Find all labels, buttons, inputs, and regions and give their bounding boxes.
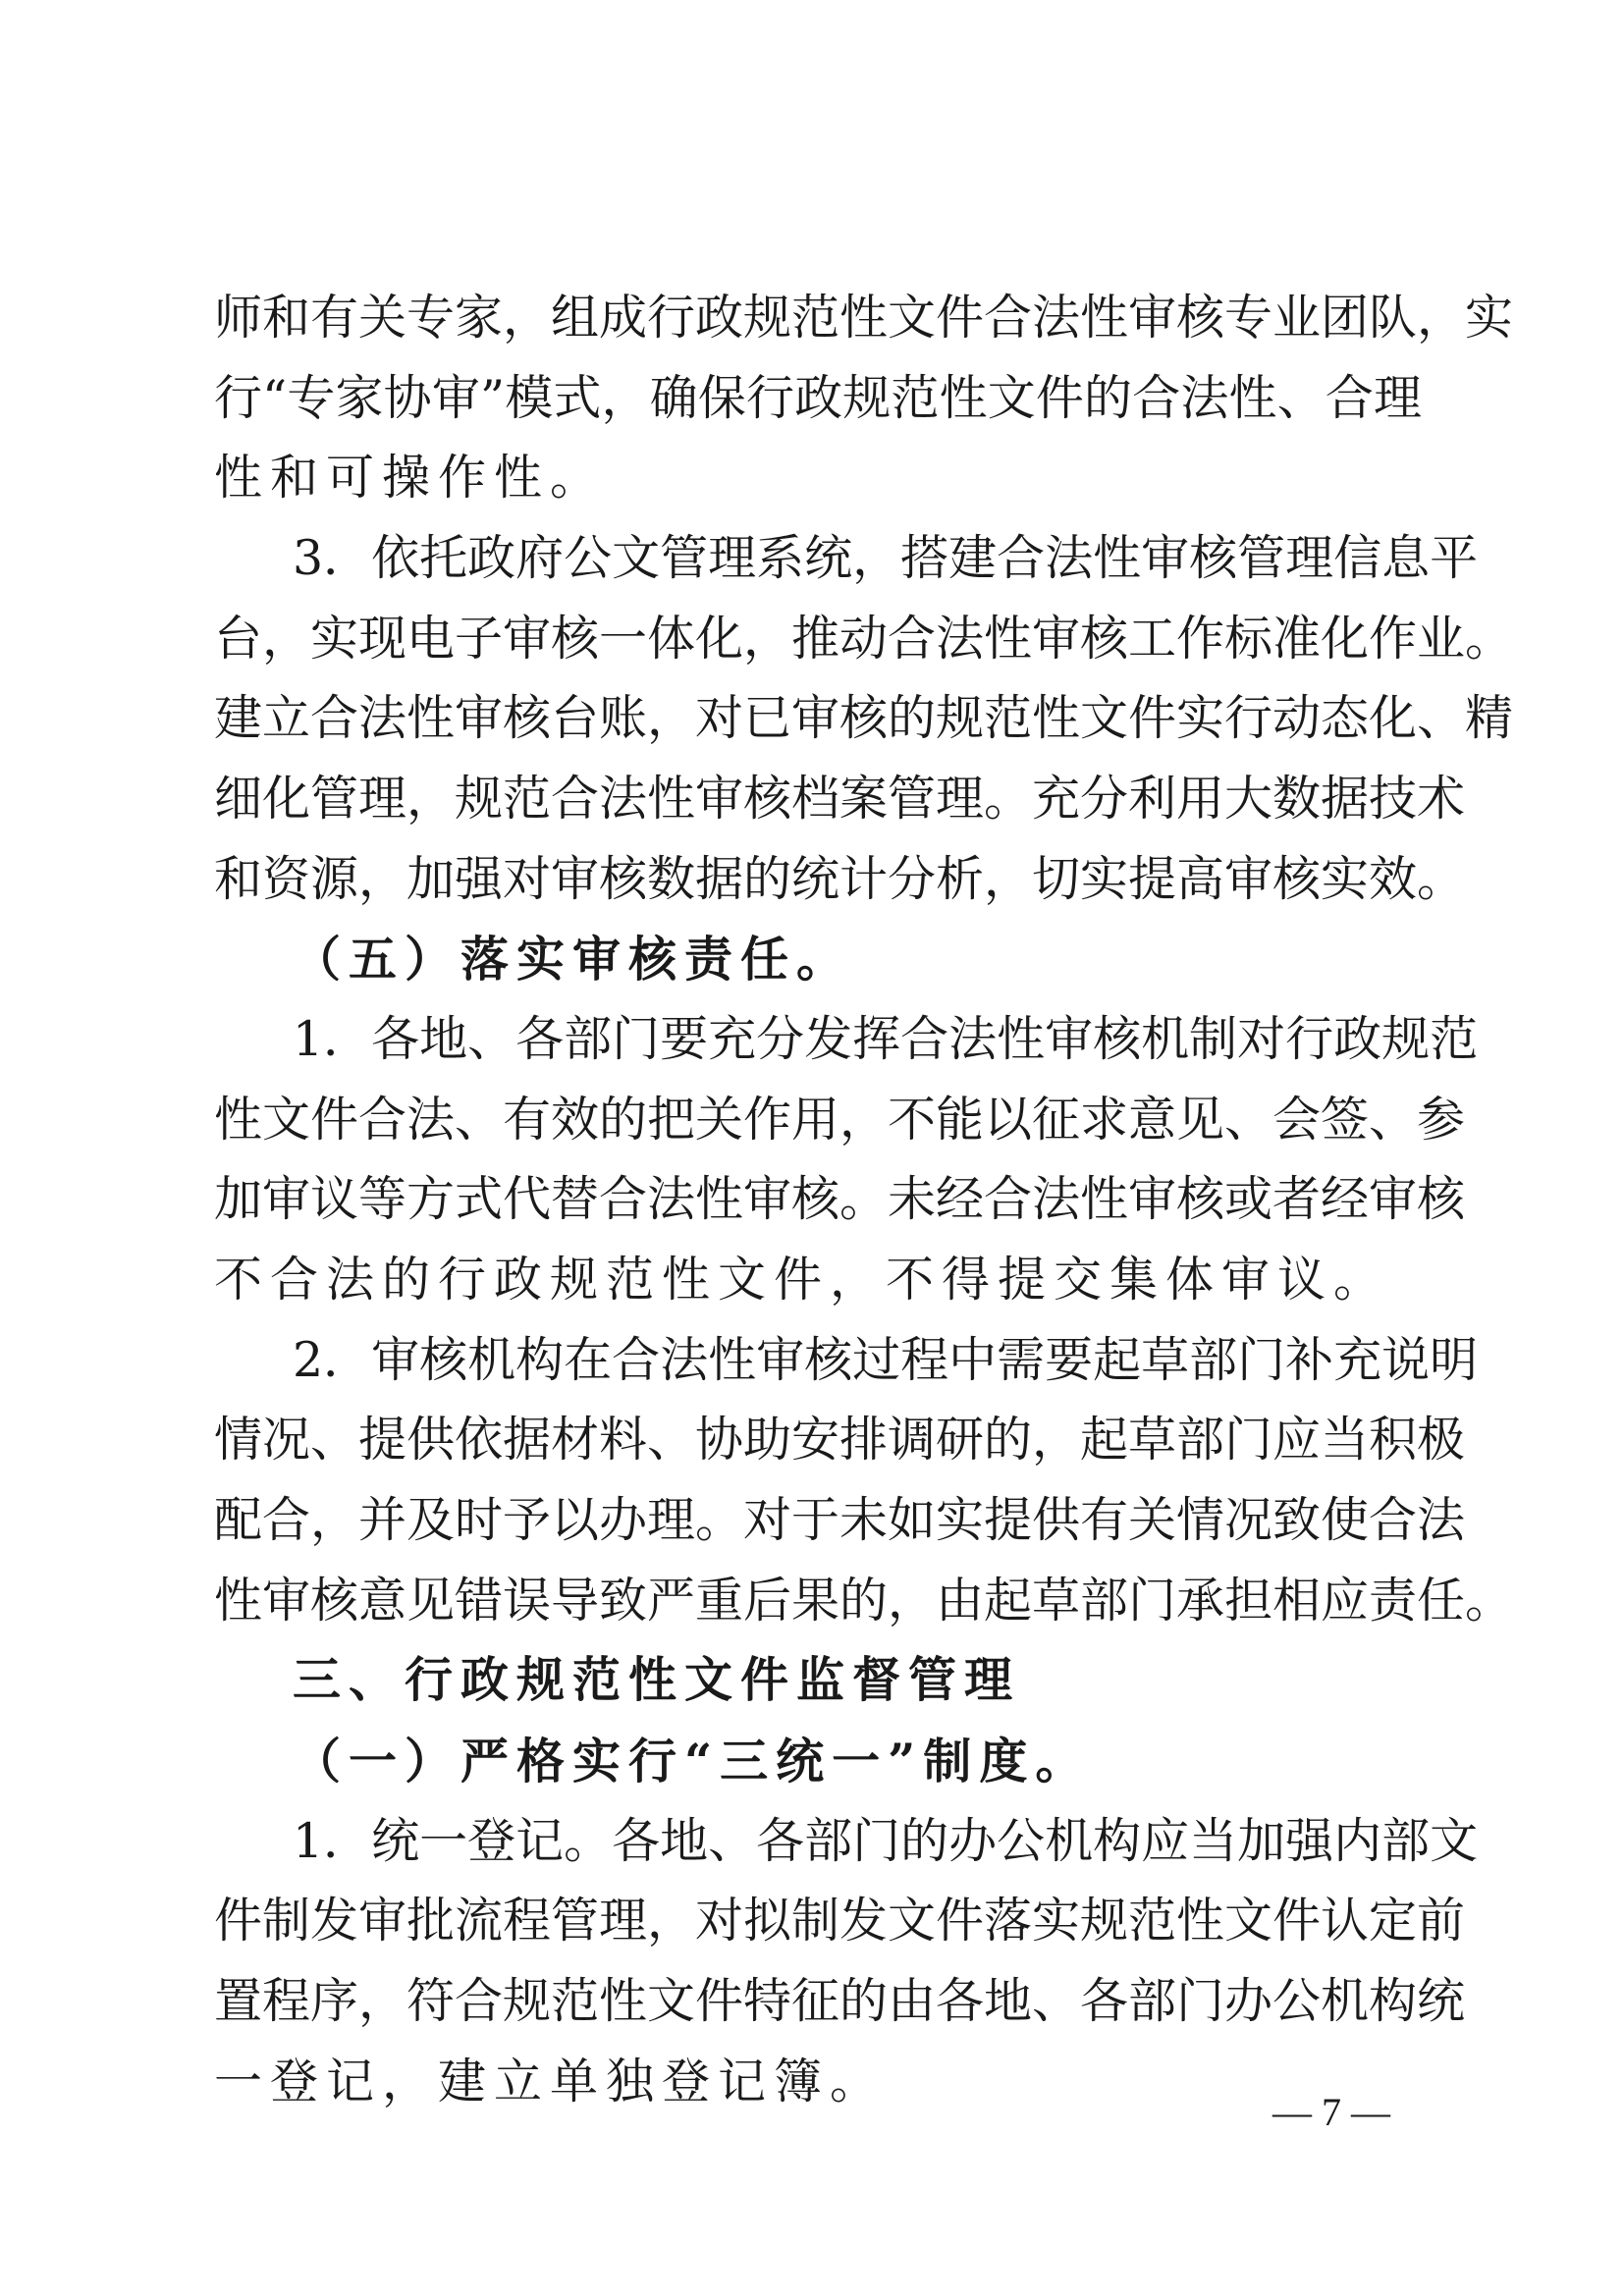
page-number: — 7 — — [1272, 2090, 1390, 2134]
paragraph-line: 和资源，加强对审核数据的统计分析，切实提高审核实效。 — [214, 851, 1466, 907]
paragraph-line: 2．审核机构在合法性审核过程中需要起草部门补充说明 — [293, 1332, 1479, 1388]
paragraph-line: 一登记，建立单独登记簿。 — [214, 2054, 887, 2109]
paragraph-line: 情况、提供依据材料、协助安排调研的，起草部门应当积极 — [214, 1412, 1466, 1468]
paragraph-line: 细化管理，规范合法性审核档案管理。充分利用大数据技术 — [214, 771, 1466, 827]
section-heading: 三、行政规范性文件监督管理 — [293, 1652, 1021, 1708]
paragraph-line: 性文件合法、有效的把关作用，不能以征求意见、会签、参 — [214, 1092, 1466, 1148]
paragraph-line: 行“专家协审”模式，确保行政规范性文件的合法性、合理 — [214, 370, 1422, 426]
paragraph-line: 性和可操作性。 — [214, 450, 607, 506]
paragraph-line: 师和有关专家，组成行政规范性文件合法性审核专业团队，实 — [214, 290, 1514, 346]
paragraph-line: 性审核意见错误导致严重后果的，由起草部门承担相应责任。 — [214, 1573, 1514, 1629]
paragraph-line: 置程序，符合规范性文件特征的由各地、各部门办公机构统 — [214, 1973, 1466, 2029]
paragraph-line: 件制发审批流程管理，对拟制发文件落实规范性文件认定前 — [214, 1893, 1466, 1949]
paragraph-line: 不合法的行政规范性文件，不得提交集体审议。 — [214, 1252, 1390, 1308]
paragraph-line: 3．依托政府公文管理系统，搭建合法性审核管理信息平 — [293, 530, 1479, 586]
subsection-heading: （一）严格实行“三统一”制度。 — [293, 1733, 1092, 1789]
paragraph-line: 台，实现电子审核一体化，推动合法性审核工作标准化作业。 — [214, 611, 1514, 667]
subsection-heading: （五）落实审核责任。 — [293, 931, 853, 988]
paragraph-line: 配合，并及时予以办理。对于未如实提供有关情况致使合法 — [214, 1492, 1466, 1548]
paragraph-line: 建立合法性审核台账，对已审核的规范性文件实行动态化、精 — [214, 690, 1514, 746]
paragraph-line: 1．统一登记。各地、各部门的办公机构应当加强内部文 — [293, 1813, 1479, 1869]
paragraph-line: 1．各地、各部门要充分发挥合法性审核机制对行政规范 — [293, 1011, 1479, 1067]
paragraph-line: 加审议等方式代替合法性审核。未经合法性审核或者经审核 — [214, 1171, 1466, 1227]
